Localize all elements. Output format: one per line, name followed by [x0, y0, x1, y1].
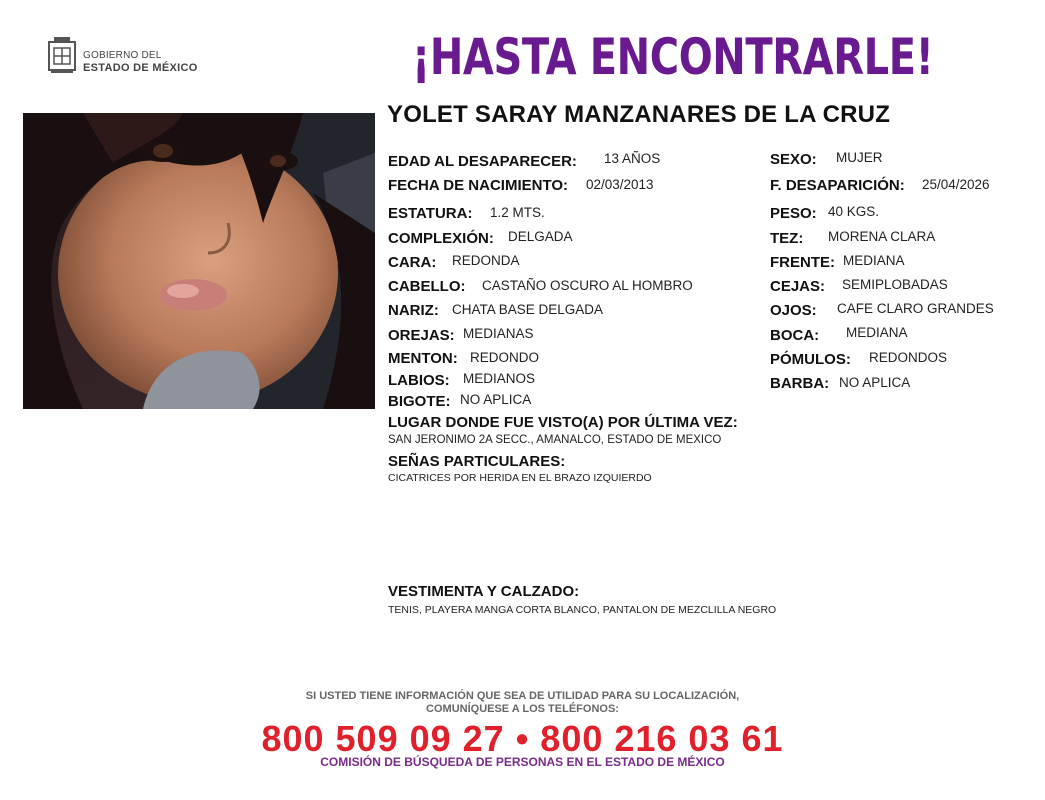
field-label-nose: NARIZ:: [388, 302, 439, 319]
field-label-lips: LABIOS:: [388, 372, 450, 389]
clothing-value: TENIS, PLAYERA MANGA CORTA BLANCO, PANTALON DE MEZCLILLA NEGRO: [388, 604, 777, 616]
phone-numbers: 800 509 09 27 • 800 216 03 61: [261, 718, 784, 759]
government-logo: [46, 36, 216, 78]
field-label-sex: SEXO:: [770, 151, 817, 168]
field-value-weight: 40 KGS.: [828, 204, 880, 219]
field-label-age: EDAD AL DESAPARECER:: [388, 153, 577, 170]
field-value-height: 1.2 MTS.: [490, 205, 545, 220]
logo-line-2: ESTADO DE MÉXICO: [83, 62, 198, 74]
commission-name: COMISIÓN DE BÚSQUEDA DE PERSONAS EN EL ESTADO DE MÉXICO: [320, 755, 725, 769]
field-value-sex: MUJER: [836, 150, 883, 165]
field-value-chin: REDONDO: [470, 350, 540, 365]
field-label-beard: BARBA:: [770, 375, 830, 392]
field-label-forehead: FRENTE:: [770, 254, 835, 271]
field-value-mouth: MEDIANA: [846, 325, 908, 340]
field-label-build: COMPLEXIÓN:: [388, 230, 494, 247]
field-label-weight: PESO:: [770, 205, 817, 222]
contact-instructions: [0, 690, 1045, 716]
field-value-eyes: CAFE CLARO GRANDES: [837, 301, 994, 316]
field-label-face: CARA:: [388, 254, 437, 271]
field-value-build: DELGADA: [508, 229, 573, 244]
field-label-height: ESTATURA:: [388, 205, 473, 222]
particular-marks-label: SEÑAS PARTICULARES:: [388, 453, 566, 470]
last-seen-value: SAN JERONIMO 2A SECC., AMANALCO, ESTADO DE MEXICO: [388, 434, 722, 446]
field-value-beard: NO APLICA: [839, 375, 911, 390]
field-label-complexion: TEZ:: [770, 230, 804, 247]
field-value-disappearance-date: 25/04/2026: [922, 177, 990, 192]
particular-marks-value: CICATRICES POR HERIDA EN EL BRAZO IZQUIERDO: [388, 472, 652, 484]
field-value-nose: CHATA BASE DELGADA: [452, 302, 604, 317]
field-value-mustache: NO APLICA: [460, 392, 532, 407]
field-label-mustache: BIGOTE:: [388, 393, 451, 410]
field-value-age: 13 AÑOS: [604, 151, 661, 166]
field-label-birthdate: FECHA DE NACIMIENTO:: [388, 177, 568, 194]
field-value-birthdate: 02/03/2013: [586, 177, 654, 192]
logo-line-1: GOBIERNO DEL: [83, 50, 162, 61]
field-value-cheekbones: REDONDOS: [869, 350, 948, 365]
person-name: YOLET SARAY MANZANARES DE LA CRUZ: [387, 101, 891, 128]
field-label-ears: OREJAS:: [388, 327, 455, 344]
clothing-label: VESTIMENTA Y CALZADO:: [388, 583, 580, 600]
last-seen-label: LUGAR DONDE FUE VISTO(A) POR ÚLTIMA VEZ:: [388, 414, 738, 431]
field-label-mouth: BOCA:: [770, 327, 820, 344]
portrait-image: [23, 113, 375, 409]
field-value-lips: MEDIANOS: [463, 371, 536, 386]
contact-instructions-line-1: SI USTED TIENE INFORMACIÓN QUE SEA DE UTILIDAD PARA SU LOCALIZACIÓN,: [305, 690, 740, 702]
field-label-disappearance-date: F. DESAPARICIÓN:: [770, 177, 905, 194]
field-value-forehead: MEDIANA: [843, 253, 905, 268]
field-value-face: REDONDA: [452, 253, 520, 268]
field-value-hair: CASTAÑO OSCURO AL HOMBRO: [482, 278, 693, 293]
field-label-eyebrows: CEJAS:: [770, 278, 826, 295]
field-value-eyebrows: SEMIPLOBADAS: [842, 277, 948, 292]
field-label-chin: MENTON:: [388, 350, 458, 367]
field-label-cheekbones: PÓMULOS:: [770, 351, 851, 368]
state-seal-icon: [46, 36, 78, 74]
page-title: ¡HASTA ENCONTRARLE!: [412, 28, 934, 86]
field-value-ears: MEDIANAS: [463, 326, 534, 341]
field-label-eyes: OJOS:: [770, 302, 817, 319]
field-value-complexion: MORENA CLARA: [828, 229, 936, 244]
field-label-hair: CABELLO:: [388, 278, 466, 295]
missing-person-photo: [23, 113, 375, 409]
contact-instructions-line-2: COMUNÍQUESE A LOS TELÉFONOS:: [426, 703, 619, 715]
